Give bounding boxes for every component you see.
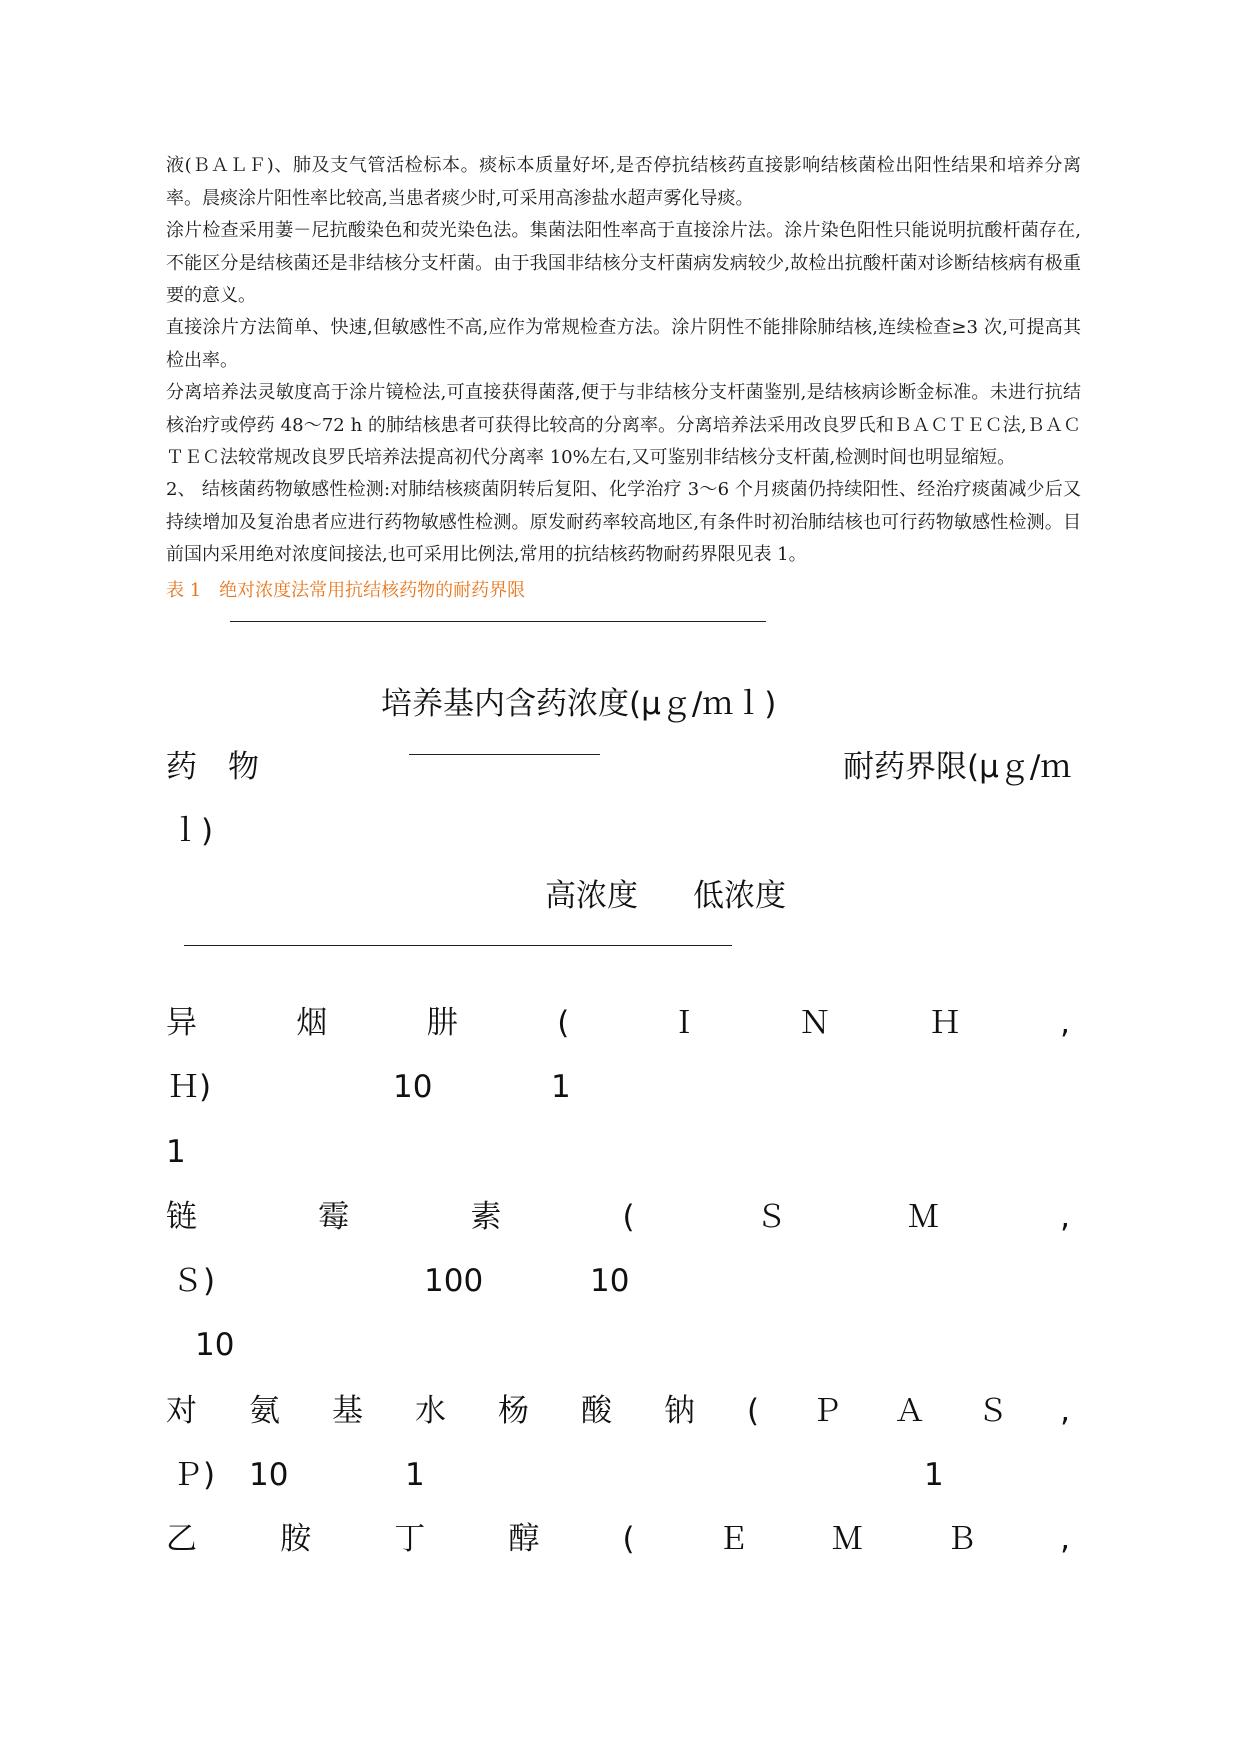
drug-name-char: Ｎ: [799, 1005, 831, 1041]
drug-name-char: Ｓ: [755, 1199, 787, 1235]
drug-name-char: 霉: [318, 1199, 350, 1235]
col-header-high: 高浓度: [545, 878, 638, 914]
col-header-drug: 药 物: [166, 749, 259, 785]
drug-name-char: Ｐ: [811, 1393, 843, 1429]
drug-name-char: 烟: [296, 1005, 328, 1041]
drug-name-char: 醇: [508, 1521, 540, 1557]
drug-name-char: 链: [166, 1199, 197, 1235]
drug-name-char: Ｈ: [929, 1005, 961, 1041]
table-row-isoniazid-low: 1: [551, 1069, 571, 1105]
drug-name-char: Ｍ: [907, 1199, 939, 1235]
drug-name-char: 钠: [664, 1393, 695, 1429]
drug-name-char: Ｓ: [977, 1393, 1009, 1429]
table-row-isoniazid-name: [166, 1003, 1070, 1043]
col-header-low: 低浓度: [693, 878, 786, 914]
table-row-pas-high: 10: [249, 1457, 289, 1493]
drug-name-char: ,: [1060, 1005, 1070, 1041]
drug-name-char: (: [622, 1199, 635, 1235]
drug-name-char: 杨: [498, 1393, 529, 1429]
col-group-rule: [409, 754, 600, 755]
table-row-streptomycin-low: 10: [590, 1263, 630, 1299]
drug-name-char: Ｅ: [717, 1521, 749, 1557]
drug-name-char: 胺: [280, 1521, 312, 1557]
drug-name-char: 水: [415, 1393, 446, 1429]
table-row-isoniazid-limit: 1: [166, 1134, 186, 1170]
drug-name-char: 基: [332, 1393, 363, 1429]
table-row-isoniazid-abbr: Ｈ): [168, 1069, 212, 1105]
col-header-limit-unit: ｌ): [170, 813, 214, 849]
table-row-streptomycin-high: 100: [424, 1263, 484, 1299]
drug-name-char: 酸: [581, 1393, 612, 1429]
col-group-header: 培养基内含药浓度(μｇ/ｍｌ): [381, 686, 777, 722]
table-header-rule: [184, 945, 732, 946]
drug-name-char: 素: [470, 1199, 502, 1235]
drug-name-char: (: [747, 1393, 760, 1429]
paragraph-culture: 分离培养法灵敏度高于涂片镜检法,可直接获得菌落,便于与非结核分支杆菌鉴别,是结核病诊断金标准。未进行抗结核治疗或停药 48～72 h 的肺结核患者可获得比较高的分离率。分离培养法采用改良罗氏和ＢＡＣＴＥＣ法,ＢＡＣＴＥＣ法较常规改良罗氏培养法提高初代分离率 10%左右,又可鉴别非结核分支杆菌,检测时间也明显缩短。: [166, 382, 1081, 468]
drug-name-char: Ｂ: [945, 1521, 977, 1557]
paragraph-direct-smear: 直接涂片方法简单、快速,但敏感性不高,应作为常规检查方法。涂片阴性不能排除肺结核,连续检查≥3 次,可提高其检出率。: [166, 317, 1081, 371]
table-caption: 表 1 绝对浓度法常用抗结核药物的耐药界限: [166, 580, 526, 601]
table-row-ethambutol-name: [166, 1519, 1070, 1559]
col-header-limit: 耐药界限(μｇ/ｍ: [843, 749, 1072, 785]
drug-name-char: (: [622, 1521, 635, 1557]
table-row-pas-low: 1: [405, 1457, 425, 1493]
paragraph-specimen: 液(ＢＡＬＦ)、肺及支气管活检标本。痰标本质量好坏,是否停抗结核药直接影响结核菌检出阳性结果和培养分离率。晨痰涂片阳性率比较高,当患者痰少时,可采用高渗盐水超声雾化导痰。: [166, 155, 1081, 209]
table-row-pas-abbr: Ｐ): [172, 1457, 216, 1493]
table-top-rule: [230, 621, 766, 622]
paragraph-smear-staining: 涂片检查采用萋－尼抗酸染色和荧光染色法。集菌法阳性率高于直接涂片法。涂片染色阳性只能说明抗酸杆菌存在,不能区分是结核菌还是非结核分支杆菌。由于我国非结核分支杆菌病发病较少,故检出抗酸杆菌对诊断结核病有极重要的意义。: [166, 220, 1081, 306]
drug-name-char: 氨: [249, 1393, 280, 1429]
drug-name-char: Ｍ: [831, 1521, 863, 1557]
table-row-pas-limit: 1: [924, 1457, 944, 1493]
table-row-pas-name: [166, 1391, 1070, 1431]
drug-name-char: 肼: [426, 1005, 458, 1041]
drug-name-char: ,: [1060, 1393, 1070, 1429]
table-row-streptomycin-name: [166, 1197, 1070, 1237]
table-row-streptomycin-abbr: Ｓ): [172, 1263, 216, 1299]
drug-name-char: Ｉ: [668, 1005, 700, 1041]
table-row-streptomycin-limit: 10: [195, 1327, 235, 1363]
drug-name-char: 乙: [166, 1521, 197, 1557]
drug-name-char: Ａ: [894, 1393, 926, 1429]
drug-name-char: ,: [1060, 1521, 1070, 1557]
drug-name-char: ,: [1060, 1199, 1070, 1235]
drug-name-char: 对: [166, 1393, 197, 1429]
drug-name-char: 丁: [394, 1521, 426, 1557]
paragraph-drug-sensitivity: 2、 结核菌药物敏感性检测:对肺结核痰菌阴转后复阳、化学治疗 3～6 个月痰菌仍持续阳性、经治疗痰菌减少后又持续增加及复治患者应进行药物敏感性检测。原发耐药率较高地区,有条件时初治肺结核也可行药物敏感性检测。目前国内采用绝对浓度间接法,也可采用比例法,常用的抗结核药物耐药界限见表 1。: [166, 479, 1081, 565]
drug-name-char: (: [557, 1005, 570, 1041]
table-row-isoniazid-high: 10: [393, 1069, 433, 1105]
drug-name-char: 异: [166, 1005, 197, 1041]
